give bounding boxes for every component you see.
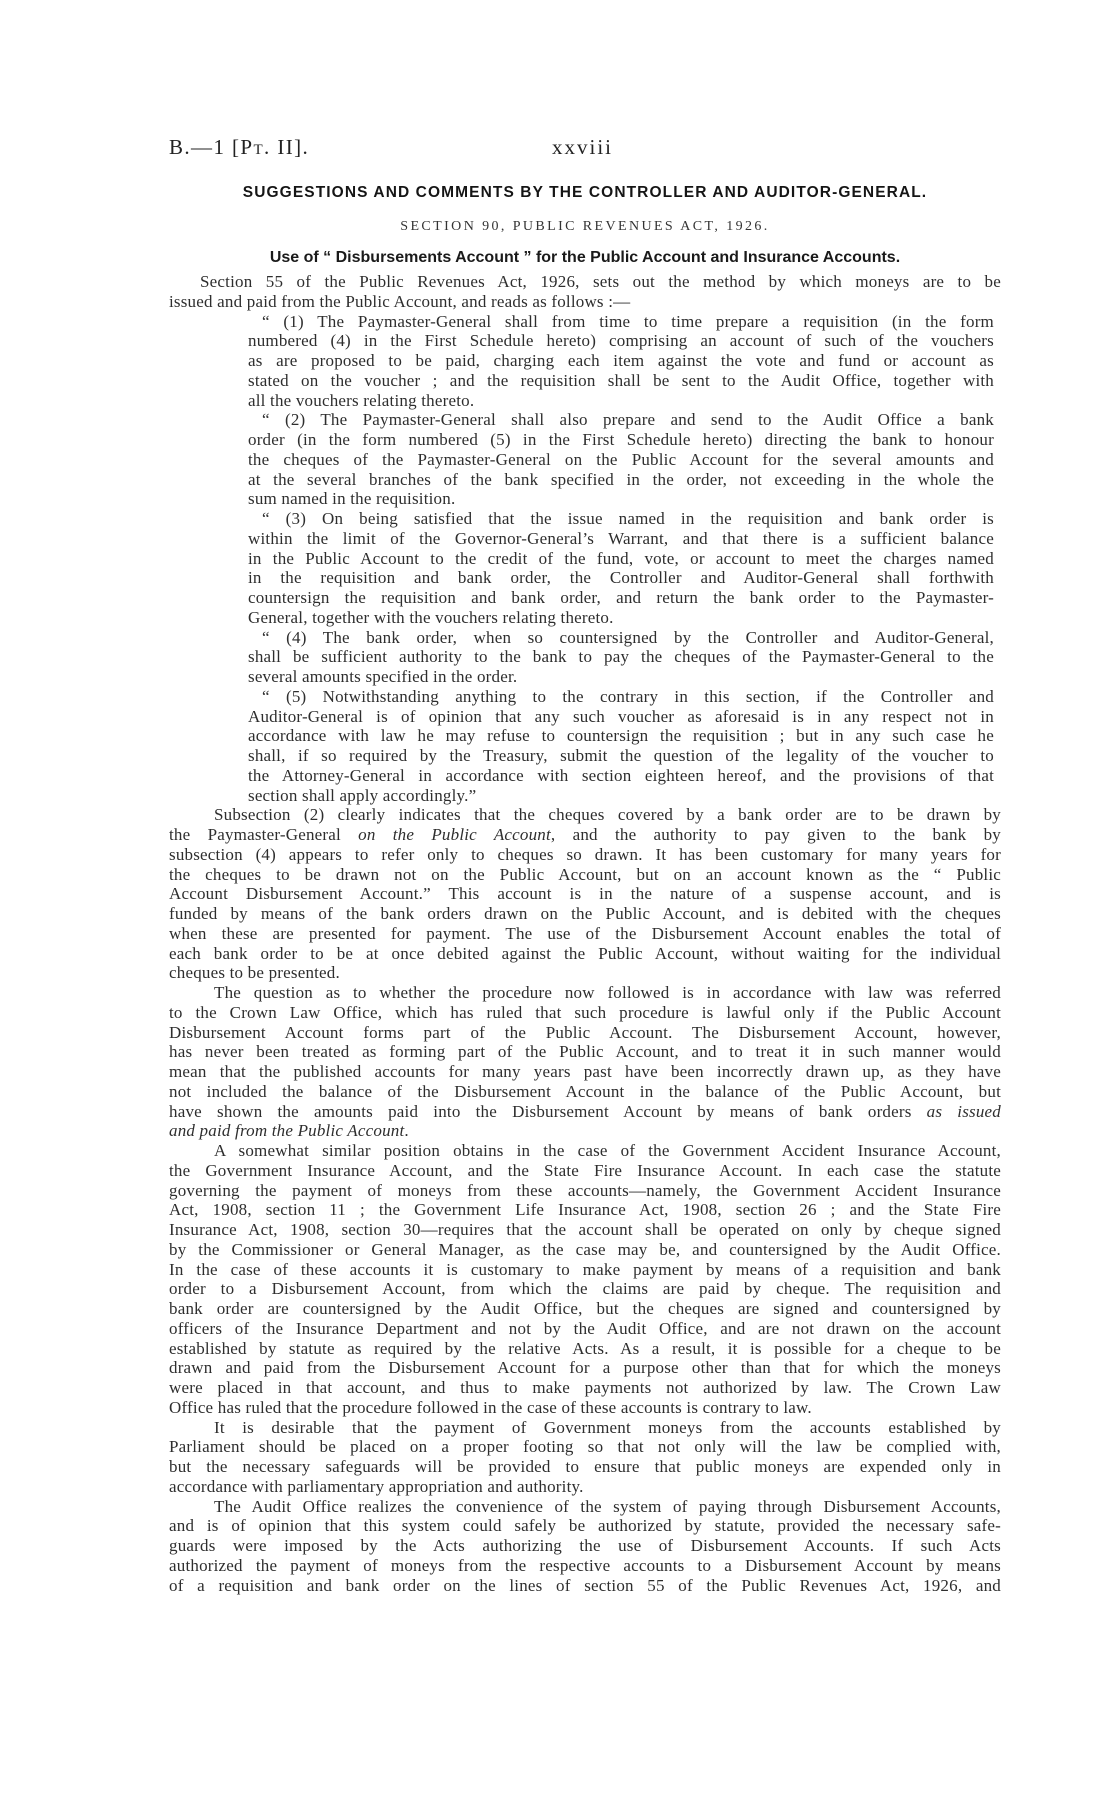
body-line: issued and paid from the Public Account, and reads as follows :— [169, 291, 631, 311]
body-line: funded by means of the bank orders drawn on the Public Account, and is debited with the cheques [169, 904, 1001, 923]
body-line: countersign the requisition and bank order, and return the bank order to the Paymaster- [248, 588, 994, 607]
body-line: Account Disbursement Account.” This account is in the nature of a suspense account, and is [169, 884, 1001, 904]
body-line: order (in the form numbered (5) in the First Schedule hereto) directing the bank to honour [248, 430, 994, 449]
body-line: Disbursement Account forms part of the Public Account. The Disbursement Account, however, [169, 1022, 1001, 1042]
body-line: not included the balance of the Disbursement Account in the balance of the Public Account, but [169, 1081, 1001, 1101]
body-line: It is desirable that the payment of Government moneys from the accounts established by [214, 1417, 1001, 1437]
body-line: each bank order to be at once debited against the Public Account, without waiting for the individual [169, 943, 1001, 963]
body-line: Insurance Act, 1908, section 30—requires that the account shall be operated on only by cheque signed [169, 1220, 1001, 1239]
body-line: “ (1) The Paymaster-General shall from time to time prepare a requisition (in the form [262, 311, 994, 331]
paragraph-insurance-accounts [169, 1141, 1001, 1418]
body-line: cheques to be presented. [169, 963, 340, 983]
body-line: numbered (4) in the First Schedule hereto) comprising an account of such of the vouchers [248, 331, 994, 351]
body-line: shall, if so required by the Treasury, submit the question of the legality of the voucher to [248, 746, 994, 765]
paragraph-crown-law-ruling [169, 983, 1001, 1141]
body-line: several amounts specified in the order. [248, 667, 518, 686]
body-line: sum named in the requisition. [248, 489, 456, 509]
body-line: in the Public Account to the credit of the fund, vote, or account to meet the charges named [248, 548, 994, 568]
body-line: accordance with law he may refuse to countersign the requisition ; but in any such case he [248, 726, 994, 746]
body-line: established by statute as required by the relative Acts. As a result, it is possible for a cheque to be [169, 1338, 1001, 1358]
line-segment: . [404, 1121, 409, 1141]
paragraph-desirability [169, 1418, 1001, 1497]
body-line: and is of opinion that this system could safely be authorized by statute, provided the necessary safe- [169, 1516, 1001, 1536]
body-line: “ (3) On being satisfied that the issue named in the requisition and bank order is [262, 509, 994, 528]
italic-segment: and paid from the Public Account [169, 1121, 405, 1141]
body-line: subsection (4) appears to refer only to cheques so drawn. It has been customary for many years for [169, 844, 1001, 864]
body-line: governing the payment of moneys from these accounts—namely, the Government Accident Insurance [169, 1180, 1001, 1200]
body-line: at the several branches of the bank specified in the order, not exceeding in the whole the [248, 469, 994, 489]
body-line: the Attorney-General in accordance with section eighteen hereof, and the provisions of that [248, 765, 994, 785]
body-line: shall be sufficient authority to the bank to pay the cheques of the Paymaster-General to the [248, 647, 994, 667]
body-line: Office has ruled that the procedure followed in the case of these accounts is contrary to law. [169, 1397, 812, 1417]
body-line: to the Crown Law Office, which has ruled that such procedure is lawful only if the Public Account [169, 1002, 1001, 1022]
body-line: the Government Insurance Account, and the State Fire Insurance Account. In each case the statute [169, 1160, 1001, 1180]
body-line: section shall apply accordingly.” [248, 785, 477, 805]
body-line: Auditor-General is of opinion that any such voucher as aforesaid is in any respect not in [248, 706, 994, 726]
body-line: bank order are countersigned by the Audit Office, but the cheques are signed and countersigned by [169, 1299, 1001, 1318]
section-heading: SECTION 90, PUBLIC REVENUES ACT, 1926. [400, 219, 770, 234]
body-line: drawn and paid from the Disbursement Account for a purpose other than that for which the moneys [169, 1358, 1001, 1378]
body-line: guards were imposed by the Acts authorizing the use of Disbursement Accounts. If such Acts [169, 1536, 1001, 1555]
body-line: “ (2) The Paymaster-General shall also prepare and send to the Audit Office a bank [262, 410, 994, 430]
body-line: of a requisition and bank order on the lines of section 55 of the Public Revenues Act, 1926, and [169, 1575, 1001, 1595]
body-line: In the case of these accounts it is customary to make payment by means of a requisition and bank [169, 1259, 1001, 1279]
body-line: Parliament should be placed on a proper footing so that not only will the law be complied with, [169, 1437, 1001, 1457]
body-line: The Audit Office realizes the convenience of the system of paying through Disbursement Accounts, [214, 1496, 1001, 1516]
body-line: the cheques to be drawn not on the Public Account, but on an account known as the “ Public [169, 864, 1001, 884]
body-line: The question as to whether the procedure now followed is in accordance with law was referred [214, 983, 1001, 1002]
body-text [169, 272, 1001, 1595]
body-line: by the Commissioner or General Manager, as the case may be, and countersigned by the Audit Office. [169, 1239, 1001, 1259]
line-segment: have shown the amounts paid into the Disbursement Account by means of bank orders [169, 1101, 927, 1121]
body-line [169, 1102, 1001, 1122]
body-line: accordance with parliamentary appropriation and authority. [169, 1476, 584, 1496]
body-line: mean that the published accounts for many years past have been incorrectly drawn up, as they have [169, 1062, 1001, 1081]
document-reference: B.—1 [Pt. II]. [169, 135, 310, 159]
intro-paragraph [169, 272, 1001, 312]
quote-clause-4 [248, 628, 994, 687]
page-title: SUGGESTIONS AND COMMENTS BY THE CONTROLLER AND AUDITOR-GENERAL. [242, 184, 928, 201]
line-segment: the Paymaster-General [169, 825, 359, 844]
italic-segment: as issued [926, 1101, 1001, 1121]
statute-quote [248, 312, 994, 806]
body-line: has never been treated as forming part of the Public Account, and to treat it in such manner would [169, 1042, 1001, 1062]
body-line: the cheques of the Paymaster-General on the Public Account for the several amounts and [248, 449, 994, 469]
quote-clause-1 [248, 312, 994, 411]
line-segment: , and the authority to pay given to the bank by [550, 825, 1001, 844]
body-line [169, 1121, 1001, 1141]
body-line: when these are presented for payment. The use of the Disbursement Account enables the total of [169, 923, 1001, 943]
quote-clause-2 [248, 410, 994, 509]
body-line: as are proposed to be paid, charging each item against the vote and fund or account as [248, 351, 994, 370]
body-line: Section 55 of the Public Revenues Act, 1926, sets out the method by which moneys are to be [200, 272, 1001, 291]
body-line: Act, 1908, section 11 ; the Government Life Insurance Act, 1908, section 26 ; and the State Fire [169, 1200, 1001, 1220]
body-line: General, together with the vouchers relating thereto. [248, 607, 614, 627]
body-line: “ (4) The bank order, when so countersigned by the Controller and Auditor-General, [262, 627, 994, 647]
page-number: xxviii [552, 135, 614, 159]
paragraph-audit-office-proposal [169, 1497, 1001, 1596]
body-line: A somewhat similar position obtains in the case of the Government Accident Insurance Account, [214, 1141, 1001, 1160]
body-line: within the limit of the Governor-General’s Warrant, and that there is a sufficient balance [248, 528, 994, 548]
body-line: were placed in that account, and thus to make payments not authorized by law. The Crown Law [169, 1378, 1001, 1397]
body-line: order to a Disbursement Account, from which the claims are paid by cheque. The requisition and [169, 1279, 1001, 1299]
body-line: “ (5) Notwithstanding anything to the contrary in this section, if the Controller and [262, 686, 994, 706]
quote-clause-3 [248, 509, 994, 628]
body-line: officers of the Insurance Department and not by the Audit Office, and are not drawn on the account [169, 1318, 1001, 1338]
body-line: authorized the payment of moneys from the respective accounts to a Disbursement Account by means [169, 1555, 1001, 1575]
body-line: in the requisition and bank order, the Controller and Auditor-General shall forthwith [248, 568, 994, 588]
subheading: Use of “ Disbursements Account ” for the Public Account and Insurance Accounts. [269, 249, 901, 266]
quote-clause-5 [248, 687, 994, 806]
body-line: but the necessary safeguards will be provided to ensure that public moneys are expended only in [169, 1457, 1001, 1476]
paragraph-subsection-2 [169, 805, 1001, 983]
body-line: all the vouchers relating thereto. [248, 390, 475, 410]
italic-segment: on the Public Account [358, 825, 551, 844]
body-line: stated on the voucher ; and the requisition shall be sent to the Audit Office, together with [248, 370, 994, 390]
body-line: Subsection (2) clearly indicates that the cheques covered by a bank order are to be drawn by [214, 805, 1001, 825]
body-line [169, 825, 1001, 845]
